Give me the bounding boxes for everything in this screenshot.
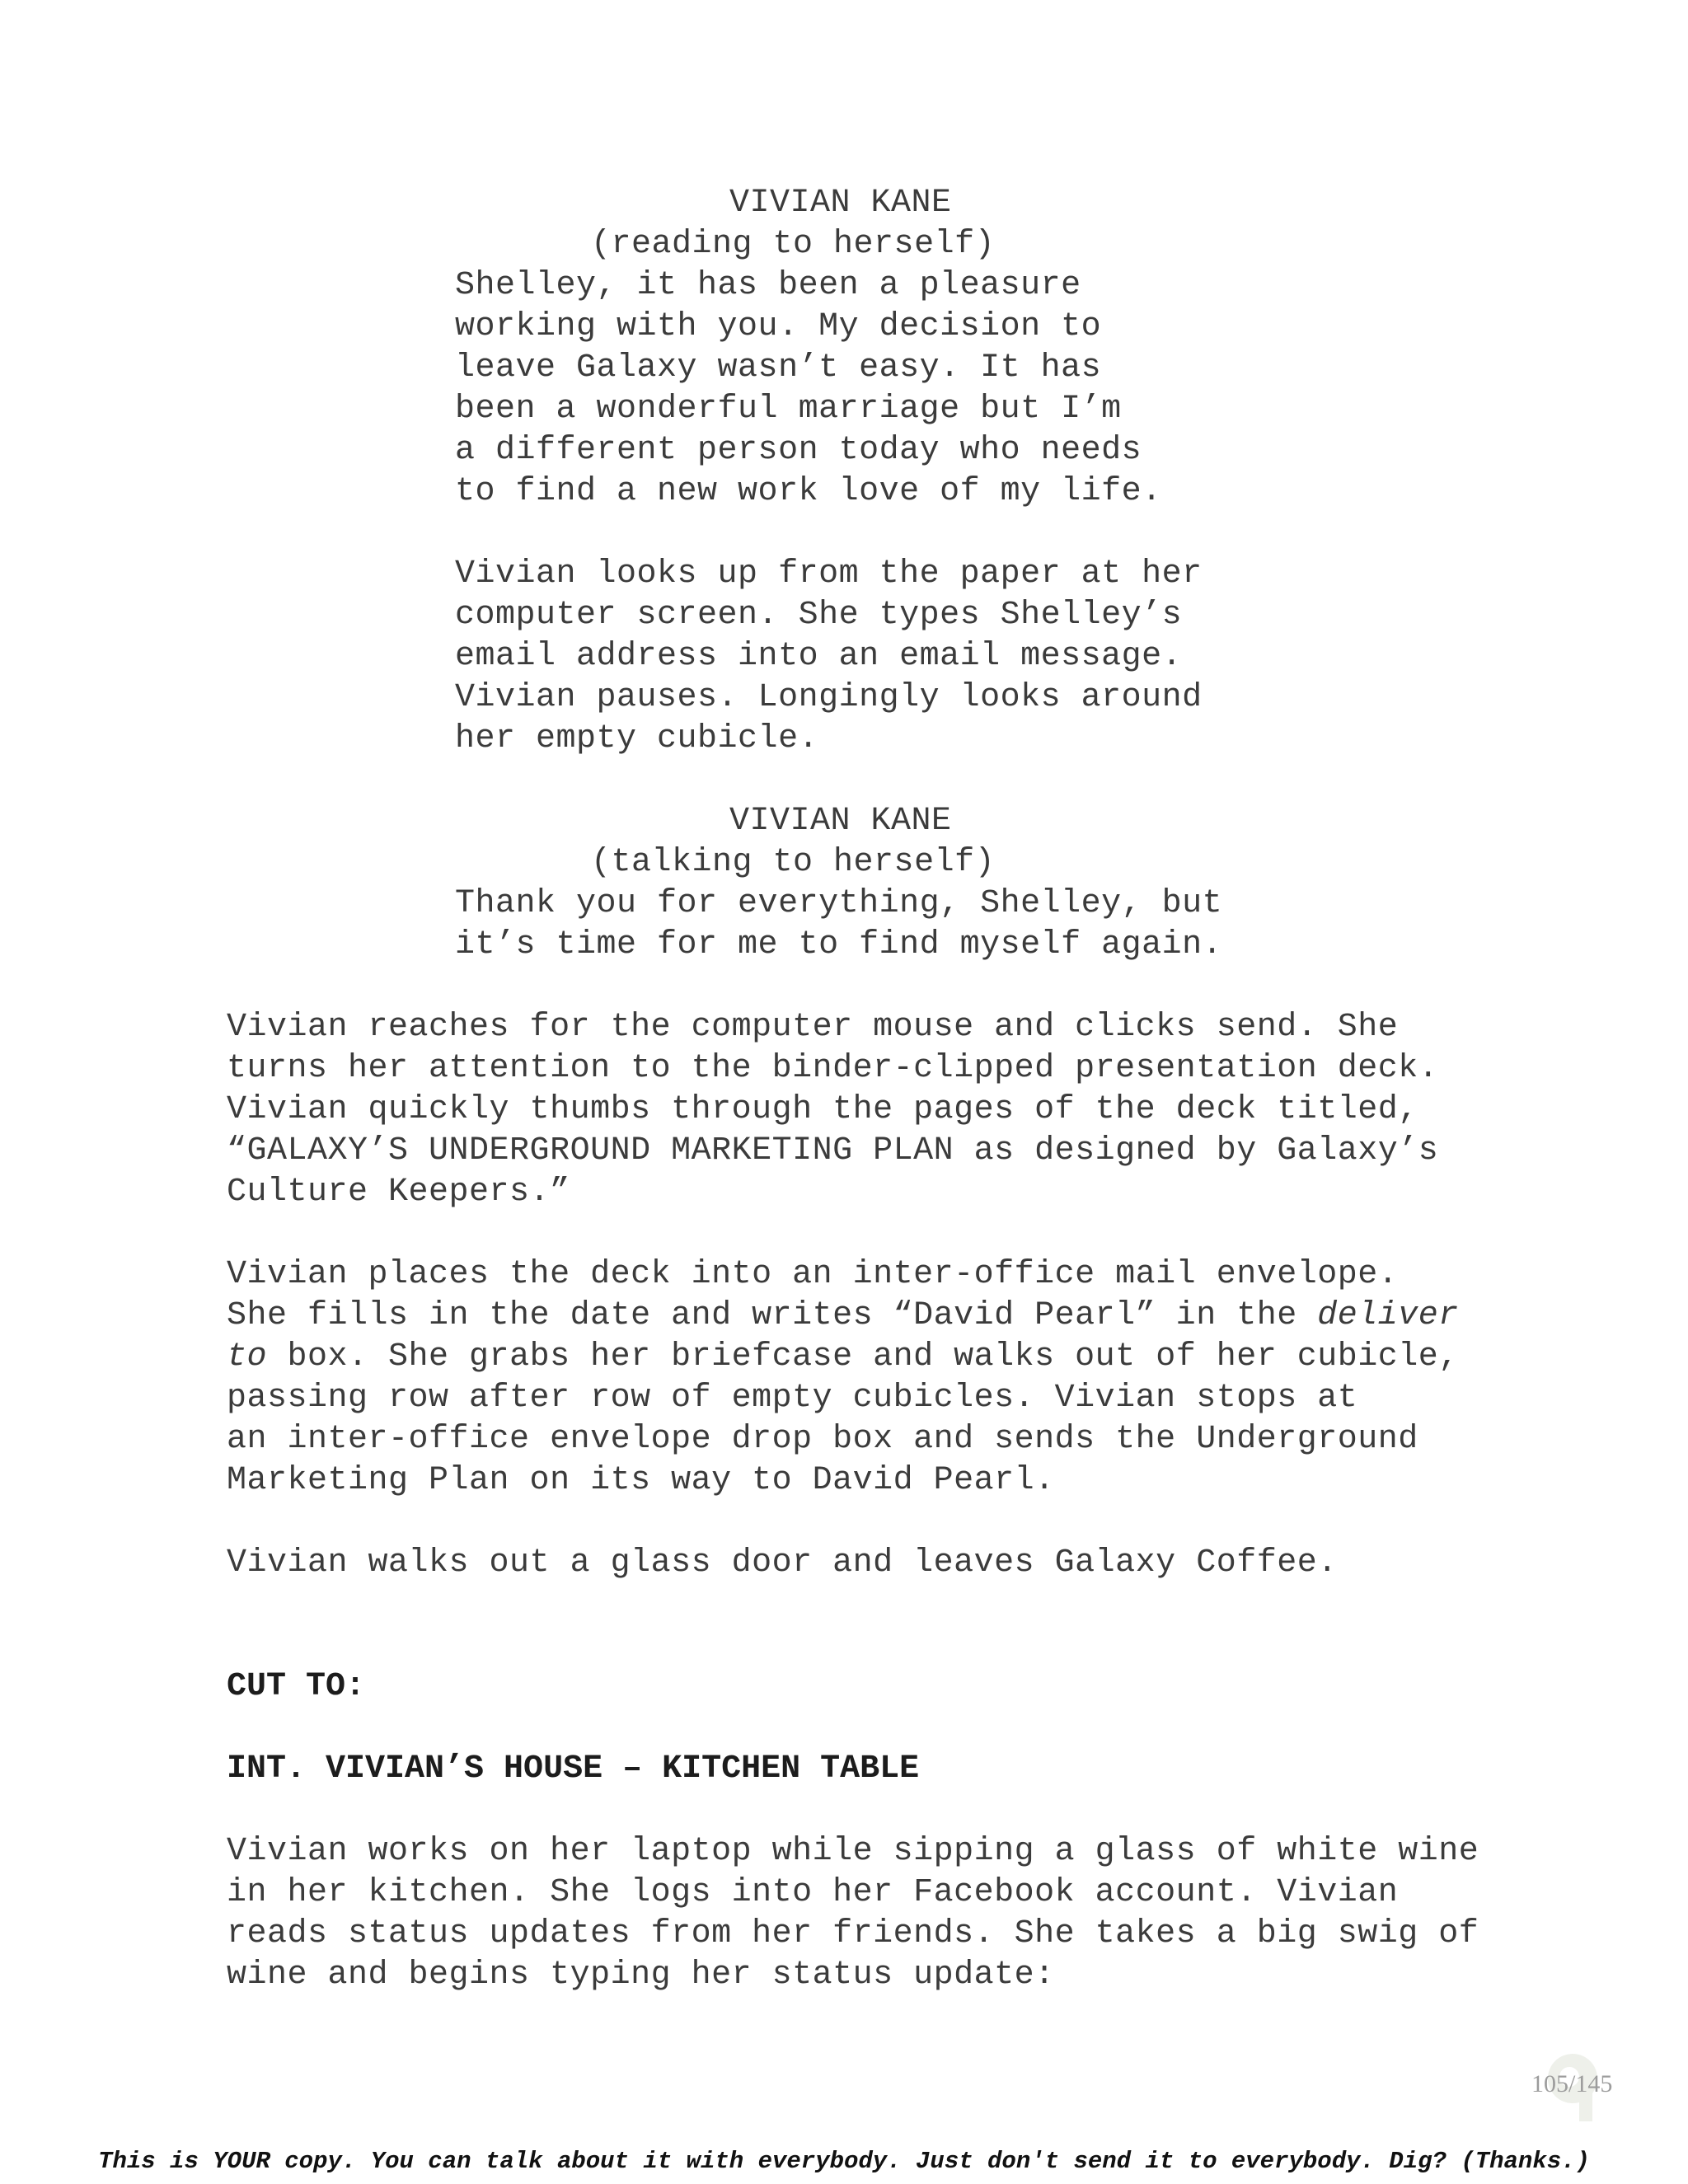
action-line: Vivian places the deck into an inter-office mail envelope. [227,1256,1399,1293]
dialogue-line: been a wonderful marriage but I’m [455,391,1122,428]
dialogue-line: a different person today who needs [455,432,1142,469]
action-text: She fills in the date and writes “David Pearl” in the [227,1297,1318,1334]
action-line [227,1296,1459,1337]
action-line: computer screen. She types Shelley’s [455,597,1183,634]
dialogue-line: to find a new work love of my life. [455,473,1162,510]
scene-heading: INT. VIVIAN’S HOUSE – KITCHEN TABLE [227,1750,920,1788]
action-line: turns her attention to the binder-clipped presentation deck. [227,1050,1439,1087]
dialogue-line: Shelley, it has been a pleasure [455,267,1081,304]
action-line: passing row after row of empty cubicles. Vivian stops at [227,1380,1358,1417]
italic-text: deliver [1317,1297,1459,1334]
dialogue-line: working with you. My decision to [455,308,1102,345]
action-line: Vivian quickly thumbs through the pages of the deck titled, [227,1091,1418,1128]
dialogue-line: Thank you for everything, Shelley, but [455,885,1223,922]
action-line: Vivian walks out a glass door and leaves Galaxy Coffee. [227,1544,1338,1582]
action-line: “GALAXY’S UNDERGROUND MARKETING PLAN as designed by Galaxy’s [227,1132,1439,1169]
page-number: 105/145 [1531,2070,1613,2097]
action-line: Vivian looks up from the paper at her [455,555,1203,593]
action-line: wine and begins typing her status update: [227,1957,1055,1994]
transition: CUT TO: [227,1668,366,1705]
parenthetical: (talking to herself) [591,844,996,881]
action-line: Vivian pauses. Longingly looks around [455,679,1203,716]
character-name: VIVIAN KANE [729,803,952,840]
action-line: her empty cubicle. [455,720,819,757]
character-name: VIVIAN KANE [729,185,952,222]
dialogue-line: it’s time for me to find myself again. [455,926,1223,963]
dialogue-line: leave Galaxy wasn’t easy. It has [455,349,1102,387]
action-line: an inter-office envelope drop box and sends the Underground [227,1421,1418,1458]
action-line: email address into an email message. [455,638,1183,675]
action-line: Vivian works on her laptop while sipping a glass of white wine [227,1833,1479,1870]
action-text: box. She grabs her briefcase and walks out of her cubicle, [267,1338,1459,1376]
action-line: Marketing Plan on its way to David Pearl. [227,1462,1055,1499]
action-line: in her kitchen. She logs into her Facebook account. Vivian [227,1874,1399,1911]
parenthetical: (reading to herself) [591,226,996,263]
footer-notice: This is YOUR copy. You can talk about it with everybody. Just don't send it to everybody. Dig? (Thanks.) [98,2148,1590,2175]
action-line [227,1337,1459,1378]
action-line: Culture Keepers.” [227,1174,570,1211]
action-line: reads status updates from her friends. She takes a big swig of [227,1915,1479,1952]
action-line: Vivian reaches for the computer mouse and clicks send. She [227,1009,1399,1046]
italic-text: to [227,1338,268,1376]
